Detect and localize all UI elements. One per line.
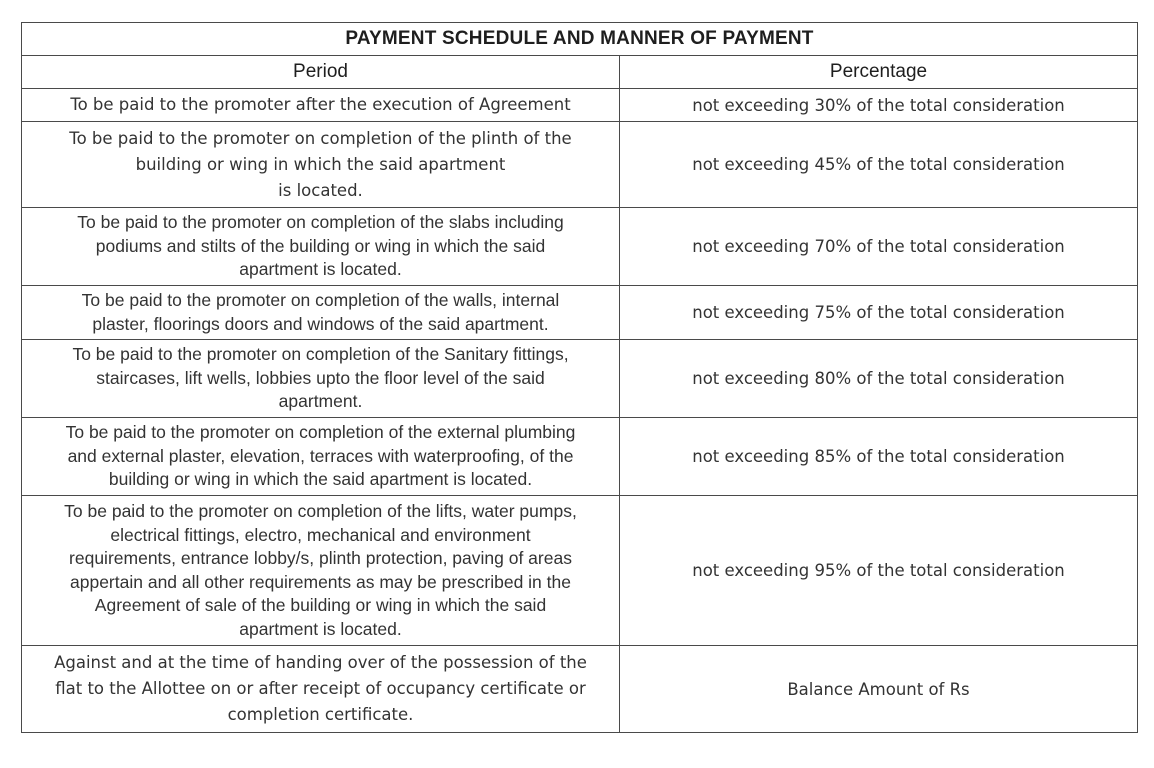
table-title-row [22,23,1138,56]
period-line: apartment is located. [239,259,402,280]
period-line: To be paid to the promoter on completion of the plinth of the [69,128,572,148]
table-title: PAYMENT SCHEDULE AND MANNER OF PAYMENT [22,23,1138,56]
percentage-cell: not exceeding 45% of the total consideration [620,122,1138,208]
period-line: Agreement of sale of the building or wing in which the said [94,595,547,615]
period-cell [22,340,620,418]
period-line: apartment. [278,391,363,412]
percentage-cell: not exceeding 95% of the total consideration [620,496,1138,646]
percentage-cell: Balance Amount of Rs [620,646,1138,733]
period-line: To be paid to the promoter on completion of the lifts, water pumps, [64,501,577,521]
period-cell [22,286,620,340]
period-line: completion certificate. [227,705,414,724]
period-line: apartment is located. [239,618,402,639]
table-row [22,418,1138,496]
table-row [22,208,1138,286]
table-row [22,340,1138,418]
percentage-cell: not exceeding 70% of the total consideration [620,208,1138,286]
period-cell [22,646,620,733]
percentage-cell: not exceeding 85% of the total consideration [620,418,1138,496]
period-line: building or wing in which the said apartment is located. [108,469,533,490]
table-row [22,286,1138,340]
payment-schedule-table [21,22,1138,733]
period-line: To be paid to the promoter on completion of the slabs including [77,212,564,233]
table-row [22,89,1138,122]
percentage-cell: not exceeding 75% of the total consideration [620,286,1138,340]
period-line: podiums and stilts of the building or wing in which the said [95,235,546,256]
percentage-cell: not exceeding 80% of the total consideration [620,340,1138,418]
period-line: To be paid to the promoter on completion of the Sanitary fittings, [72,344,569,365]
period-line: plaster, floorings doors and windows of the said apartment. [92,313,549,334]
period-line: To be paid to the promoter on completion of the external plumbing [65,422,576,443]
table-row [22,122,1138,208]
header-percentage: Percentage [620,56,1138,89]
period-cell [22,89,620,122]
period-cell [22,122,620,208]
period-line: To be paid to the promoter after the execution of Agreement [70,95,571,114]
period-line: building or wing in which the said apartment [135,154,506,174]
period-line: is located. [278,180,363,200]
period-cell [22,496,620,646]
table-header-row [22,56,1138,89]
table-row [22,646,1138,733]
period-line: and external plaster, elevation, terraces with waterproofing, of the [67,445,574,466]
header-period: Period [22,56,620,89]
period-cell [22,418,620,496]
period-line: flat to the Allottee on or after receipt of occupancy certificate or [55,679,586,698]
period-line: To be paid to the promoter on completion of the walls, internal [81,290,560,310]
period-cell [22,208,620,286]
period-line: requirements, entrance lobby/s, plinth protection, paving of areas [69,548,572,568]
percentage-cell: not exceeding 30% of the total consideration [620,89,1138,122]
period-line: staircases, lift wells, lobbies upto the floor level of the said [96,367,545,388]
table-row [22,496,1138,646]
period-line: electrical fittings, electro, mechanical and environment [110,524,531,545]
period-line: Against and at the time of handing over of the possession of the [54,653,587,672]
period-line: appertain and all other requirements as may be prescribed in the [70,571,571,592]
